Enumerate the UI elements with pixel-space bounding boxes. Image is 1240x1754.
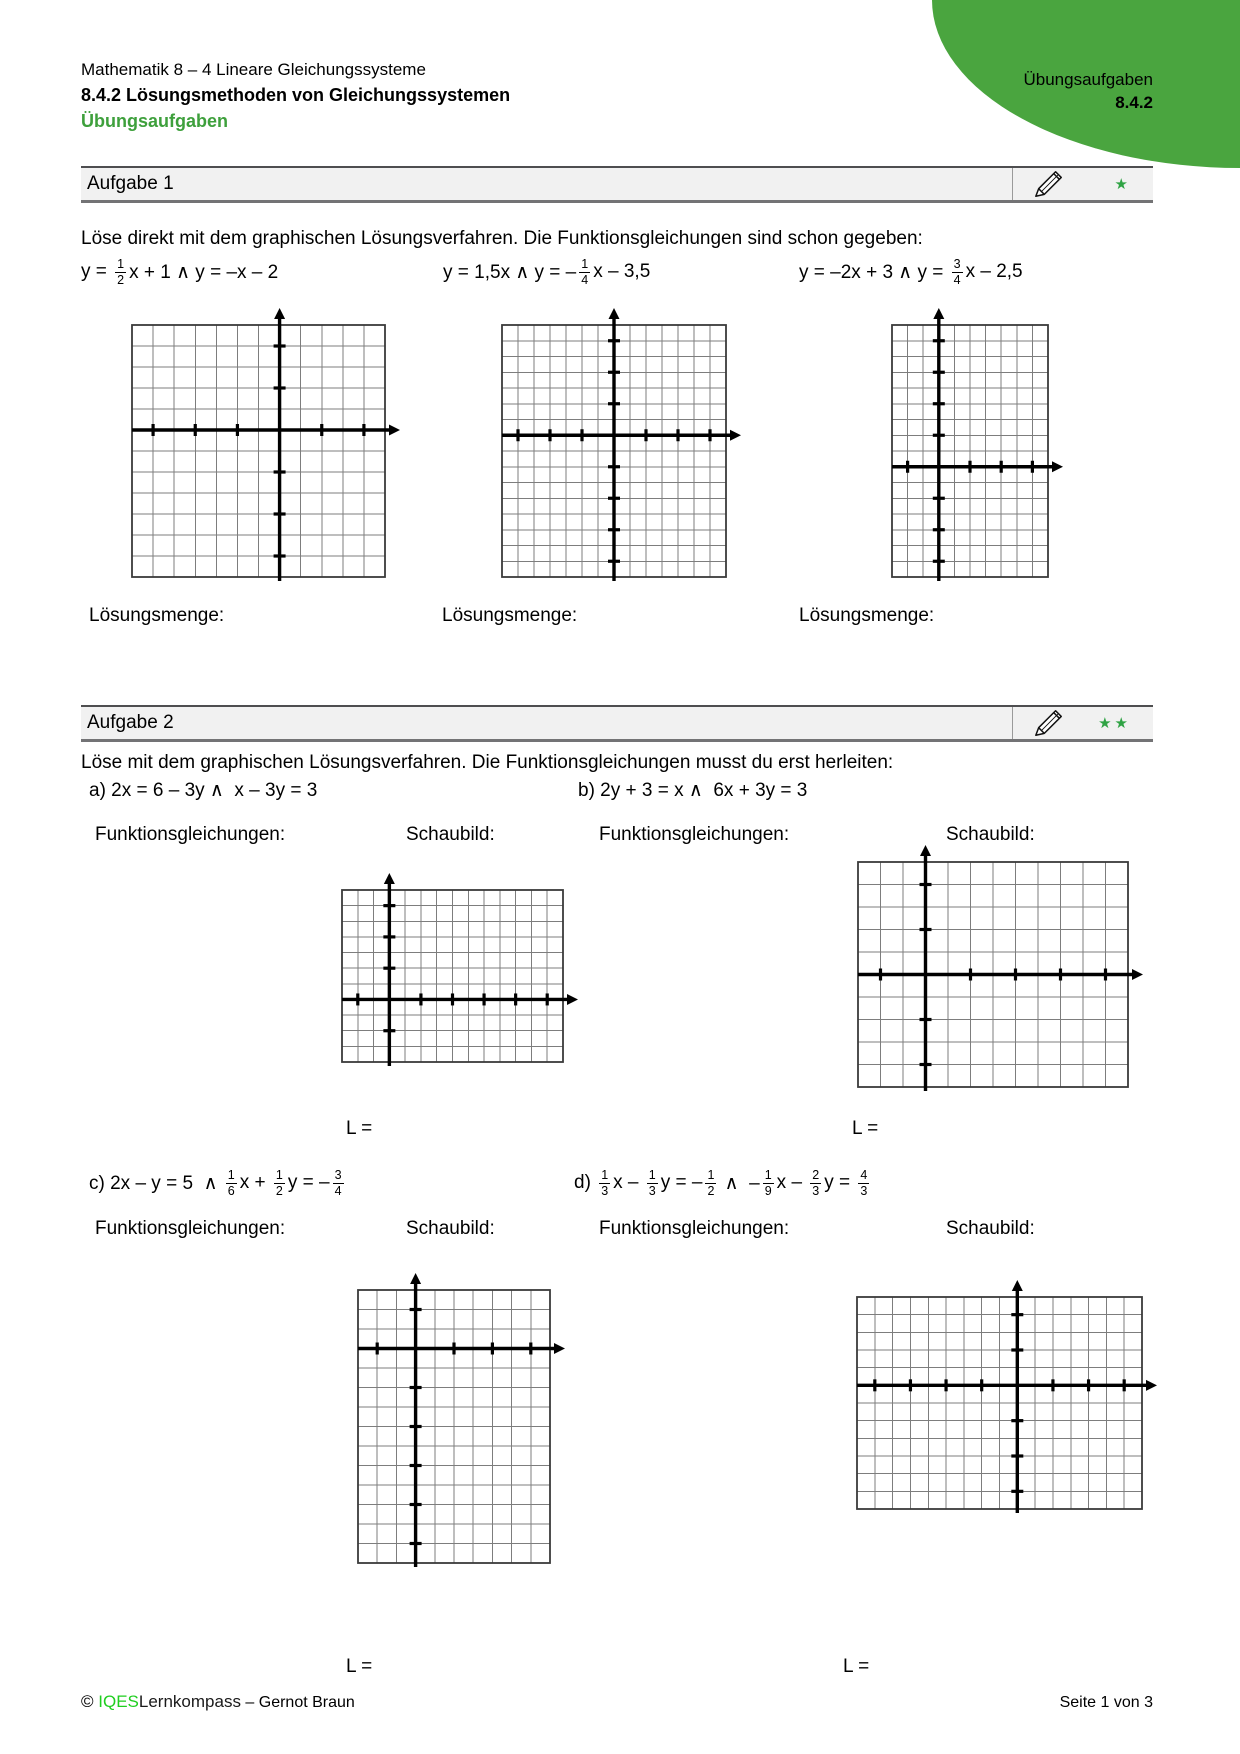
fraction: $\frac{1}{2}$ — [275, 1167, 283, 1198]
task1-equation-1: y = $\frac{1}{2}$ x + 1 ∧ y = –x – 2 — [81, 256, 279, 287]
task2-equation-c: c) 2x – y = 5 ∧ $\frac{1}{6}$ x + $\frac{1}{2}$ y = – $\frac{3}{4}$ — [89, 1167, 342, 1198]
fraction: $\frac{1}{4}$ — [581, 256, 589, 287]
task2-difficulty-stars: ★★ — [1098, 715, 1131, 732]
coordinate-grid-2 — [502, 325, 726, 577]
chapter-title: 8.4.2 Lösungsmethoden von Gleichungssystemen — [81, 85, 511, 105]
footer-author: Gernot Braun — [258, 1694, 355, 1711]
footer-dash: – — [240, 1694, 259, 1711]
solution-label-b: L = — [852, 1118, 879, 1139]
solution-label-c: L = — [346, 1656, 373, 1677]
lernkompass-text: Lernkompass — [138, 1692, 241, 1711]
func-label-c: Funktionsgleichungen: — [95, 1218, 286, 1239]
fraction: $\frac{2}{3}$ — [812, 1167, 820, 1198]
pencil-icon — [1033, 169, 1065, 204]
func-label-d: Funktionsgleichungen: — [599, 1218, 790, 1239]
fraction: $\frac{3}{4}$ — [953, 256, 961, 287]
fraction: $\frac{1}{3}$ — [601, 1167, 609, 1198]
func-label-b: Funktionsgleichungen: — [599, 824, 790, 845]
func-label-a: Funktionsgleichungen: — [95, 824, 286, 845]
task1-equation-2: y = 1,5x ∧ y = – $\frac{1}{4}$ x – 3,5 — [443, 256, 651, 287]
solution-label-d: L = — [843, 1656, 870, 1677]
footer-copyright — [81, 1692, 355, 1712]
solution-set-label-2: Lösungsmenge: — [442, 605, 578, 626]
fraction: $\frac{1}{6}$ — [227, 1167, 235, 1198]
task2-equation-a: a) 2x = 6 – 3y ∧ x – 3y = 3 — [89, 779, 318, 801]
schaubild-label-d: Schaubild: — [946, 1218, 1035, 1239]
corner-label: Übungsaufgaben — [1023, 70, 1153, 89]
fraction: $\frac{1}{9}$ — [764, 1167, 772, 1198]
coordinate-grid-1 — [132, 325, 385, 577]
page-number: Seite 1 von 3 — [1059, 1694, 1153, 1711]
iqes-logo-text: IQES — [98, 1692, 139, 1711]
fraction: $\frac{3}{4}$ — [334, 1167, 342, 1198]
fraction: $\frac{1}{2}$ — [707, 1167, 715, 1198]
schaubild-label-b: Schaubild: — [946, 824, 1035, 845]
green-corner-shape — [932, 0, 1240, 168]
coordinate-grid-c — [358, 1290, 550, 1563]
pencil-icon — [1033, 708, 1065, 743]
corner-code: 8.4.2 — [1115, 93, 1153, 112]
copyright-icon: © — [81, 1692, 94, 1711]
solution-label-a: L = — [346, 1118, 373, 1139]
course-title: Mathematik 8 – 4 Lineare Gleichungssysteme — [81, 60, 426, 79]
task1-difficulty-stars: ★ — [1114, 176, 1131, 193]
task1-title: Aufgabe 1 — [87, 173, 174, 194]
coordinate-grid-b — [858, 862, 1128, 1087]
fraction: $\frac{4}{3}$ — [860, 1167, 868, 1198]
task2-equation-d: d) $\frac{1}{3}$ x – $\frac{1}{3}$ y = – $\frac{1}{2}$ ∧ – $\frac{1}{9}$ x – $\frac{2}{3}$ y = $\frac{4}{3}$ — [574, 1167, 868, 1198]
coordinate-grid-3 — [892, 325, 1048, 577]
solution-set-label-3: Lösungsmenge: — [799, 605, 935, 626]
task2-equation-b: b) 2y + 3 = x ∧ 6x + 3y = 3 — [578, 779, 808, 801]
schaubild-label-a: Schaubild: — [406, 824, 495, 845]
fraction: $\frac{1}{3}$ — [648, 1167, 656, 1198]
fraction: $\frac{1}{2}$ — [117, 256, 125, 287]
task1-instruction: Löse direkt mit dem graphischen Lösungsverfahren. Die Funktionsgleichungen sind schon gegeben: — [81, 228, 923, 249]
bar-divider — [1012, 168, 1013, 200]
task2-instruction: Löse mit dem graphischen Lösungsverfahren. Die Funktionsgleichungen musst du erst herleiten: — [81, 752, 894, 773]
schaubild-label-c: Schaubild: — [406, 1218, 495, 1239]
solution-set-label-1: Lösungsmenge: — [89, 605, 225, 626]
coordinate-grid-d — [857, 1297, 1142, 1509]
coordinate-grid-a — [342, 890, 563, 1062]
bar-divider — [1012, 707, 1013, 739]
task2-title: Aufgabe 2 — [87, 712, 174, 733]
task1-header-bar — [81, 166, 1153, 203]
section-title: Übungsaufgaben — [81, 111, 228, 131]
task1-equation-3: y = –2x + 3 ∧ y = $\frac{3}{4}$ x – 2,5 — [799, 256, 1023, 287]
task2-header-bar — [81, 705, 1153, 742]
